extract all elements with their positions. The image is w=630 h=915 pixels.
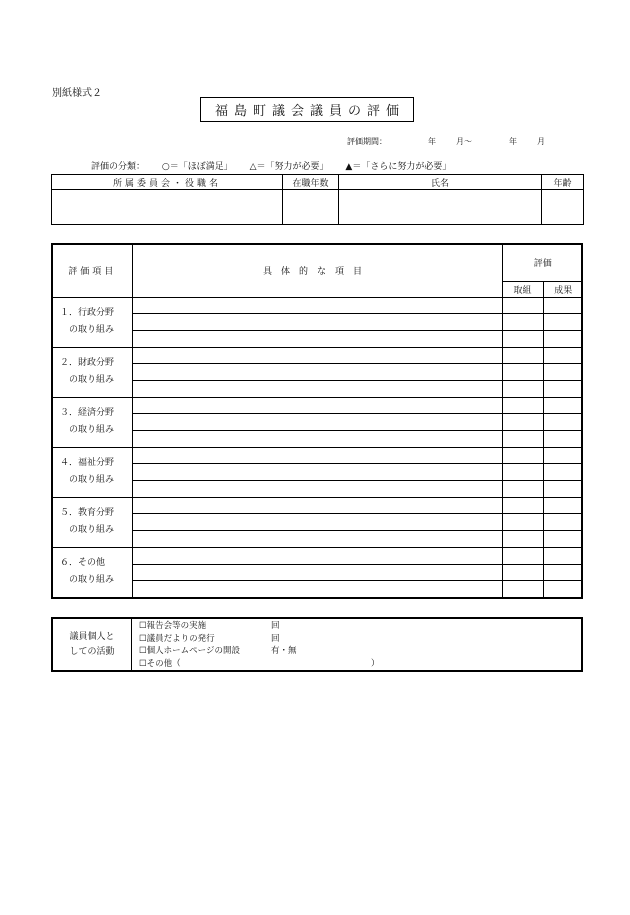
category-title: ６．その他	[60, 558, 106, 569]
effort-rating-field[interactable]	[502, 547, 543, 564]
category-subtitle: の取り組み	[69, 575, 115, 586]
specific-item-field[interactable]	[132, 314, 502, 331]
specific-item-field[interactable]	[132, 547, 502, 564]
category-title: １．行政分野	[60, 308, 115, 319]
effort-rating-field[interactable]	[502, 364, 543, 381]
specific-item-field[interactable]	[132, 380, 502, 397]
specific-item-field[interactable]	[132, 581, 502, 598]
result-rating-field[interactable]	[543, 547, 583, 564]
evaluation-row	[53, 531, 583, 548]
effort-rating-field[interactable]	[502, 330, 543, 347]
document-title: 福島町議会議員の評価	[200, 97, 414, 122]
activity-report-meetings[interactable]: ☐報告会等の実施 回	[139, 621, 280, 631]
evaluation-row	[53, 314, 583, 331]
effort-rating-field[interactable]	[502, 514, 543, 531]
evaluation-row	[53, 397, 583, 414]
activity-label: 議員個人と しての活動	[53, 619, 132, 670]
header-result: 成果	[543, 281, 583, 297]
category-subtitle: の取り組み	[69, 375, 115, 386]
specific-item-field[interactable]	[132, 481, 502, 498]
header-evaluation: 評価	[502, 245, 583, 281]
header-age: 年齢	[542, 175, 584, 190]
effort-rating-field[interactable]	[502, 581, 543, 598]
period-month-start: 月～	[456, 137, 472, 146]
category-subtitle: の取り組み	[69, 525, 115, 536]
result-rating-field[interactable]	[543, 347, 583, 364]
evaluation-category	[53, 547, 132, 597]
evaluation-row	[53, 481, 583, 498]
evaluation-row	[53, 564, 583, 581]
effort-rating-field[interactable]	[502, 531, 543, 548]
evaluation-row	[53, 581, 583, 598]
evaluation-row	[53, 414, 583, 431]
effort-rating-field[interactable]	[502, 297, 543, 314]
legend-label: 評価の分類：	[91, 162, 146, 172]
effort-rating-field[interactable]	[502, 314, 543, 331]
evaluation-row	[53, 447, 583, 464]
name-field[interactable]	[339, 190, 542, 225]
specific-item-field[interactable]	[132, 297, 502, 314]
committee-position-field[interactable]	[52, 190, 283, 225]
result-rating-field[interactable]	[543, 414, 583, 431]
evaluation-row	[53, 431, 583, 448]
result-rating-field[interactable]	[543, 431, 583, 448]
legend-item-needs-more-effort: ▲＝「さらに努力が必要」	[345, 162, 452, 172]
period-year-start: 年	[428, 137, 436, 146]
evaluation-category	[53, 497, 132, 547]
result-rating-field[interactable]	[543, 380, 583, 397]
header-committee-position: 所属委員会・役職名	[52, 175, 283, 190]
period-month-end: 月	[537, 137, 545, 146]
effort-rating-field[interactable]	[502, 347, 543, 364]
effort-rating-field[interactable]	[502, 397, 543, 414]
result-rating-field[interactable]	[543, 531, 583, 548]
evaluation-category	[53, 447, 132, 497]
effort-rating-field[interactable]	[502, 497, 543, 514]
effort-rating-field[interactable]	[502, 447, 543, 464]
form-id: 別紙様式２	[52, 88, 102, 99]
category-title: ５．教育分野	[60, 508, 115, 519]
evaluation-row	[53, 547, 583, 564]
evaluation-legend	[91, 159, 465, 172]
effort-rating-field[interactable]	[502, 414, 543, 431]
specific-item-field[interactable]	[132, 330, 502, 347]
result-rating-field[interactable]	[543, 297, 583, 314]
specific-item-field[interactable]	[132, 347, 502, 364]
header-years-in-office: 在職年数	[283, 175, 339, 190]
result-rating-field[interactable]	[543, 514, 583, 531]
specific-item-field[interactable]	[132, 397, 502, 414]
evaluation-row	[53, 330, 583, 347]
category-subtitle: の取り組み	[69, 425, 115, 436]
result-rating-field[interactable]	[543, 330, 583, 347]
result-rating-field[interactable]	[543, 581, 583, 598]
specific-item-field[interactable]	[132, 497, 502, 514]
header-effort: 取組	[502, 281, 543, 297]
effort-rating-field[interactable]	[502, 564, 543, 581]
evaluation-category	[53, 397, 132, 447]
evaluation-row	[53, 347, 583, 364]
evaluation-row	[53, 364, 583, 381]
personal-activities-section	[51, 617, 583, 672]
result-rating-field[interactable]	[543, 447, 583, 464]
effort-rating-field[interactable]	[502, 464, 543, 481]
activity-newsletter[interactable]: ☐議員だよりの発行 回	[139, 633, 280, 644]
category-title: ４．福祉分野	[60, 458, 115, 469]
result-rating-field[interactable]	[543, 364, 583, 381]
legend-item-satisfied: ○＝「ほぼ満足」	[161, 162, 233, 172]
specific-item-field[interactable]	[132, 364, 502, 381]
activity-list	[139, 620, 380, 670]
header-name: 氏名	[339, 175, 542, 190]
evaluation-row	[53, 380, 583, 397]
evaluation-category	[53, 347, 132, 397]
evaluation-category	[53, 297, 132, 347]
category-title: ３．経済分野	[60, 408, 115, 419]
evaluation-row	[53, 514, 583, 531]
period-year-end: 年	[509, 137, 517, 146]
legend-item-needs-effort: △＝「努力が必要」	[249, 162, 329, 172]
evaluation-row	[53, 464, 583, 481]
activity-other[interactable]: ☐その他（ ）	[139, 658, 380, 669]
result-rating-field[interactable]	[543, 397, 583, 414]
member-info-table	[51, 174, 584, 225]
effort-rating-field[interactable]	[502, 481, 543, 498]
category-subtitle: の取り組み	[69, 475, 115, 486]
period-label: 評価期間：	[347, 137, 387, 146]
effort-rating-field[interactable]	[502, 431, 543, 448]
specific-item-field[interactable]	[132, 431, 502, 448]
specific-item-field[interactable]	[132, 464, 502, 481]
activity-homepage[interactable]: ☐個人ホームページの開設 有・無	[139, 646, 297, 656]
category-subtitle: の取り組み	[69, 325, 115, 336]
category-title: ２．財政分野	[60, 358, 115, 369]
result-rating-field[interactable]	[543, 314, 583, 331]
header-specific-item: 具体的な項目	[132, 245, 502, 297]
specific-item-field[interactable]	[132, 514, 502, 531]
years-in-office-field[interactable]	[283, 190, 339, 225]
result-rating-field[interactable]	[543, 464, 583, 481]
specific-item-field[interactable]	[132, 414, 502, 431]
evaluation-row	[53, 297, 583, 314]
evaluation-table	[51, 243, 583, 599]
result-rating-field[interactable]	[543, 497, 583, 514]
effort-rating-field[interactable]	[502, 380, 543, 397]
result-rating-field[interactable]	[543, 564, 583, 581]
specific-item-field[interactable]	[132, 447, 502, 464]
header-evaluation-item: 評価項目	[53, 245, 132, 297]
specific-item-field[interactable]	[132, 531, 502, 548]
result-rating-field[interactable]	[543, 481, 583, 498]
age-field[interactable]	[542, 190, 584, 225]
specific-item-field[interactable]	[132, 564, 502, 581]
evaluation-row	[53, 497, 583, 514]
